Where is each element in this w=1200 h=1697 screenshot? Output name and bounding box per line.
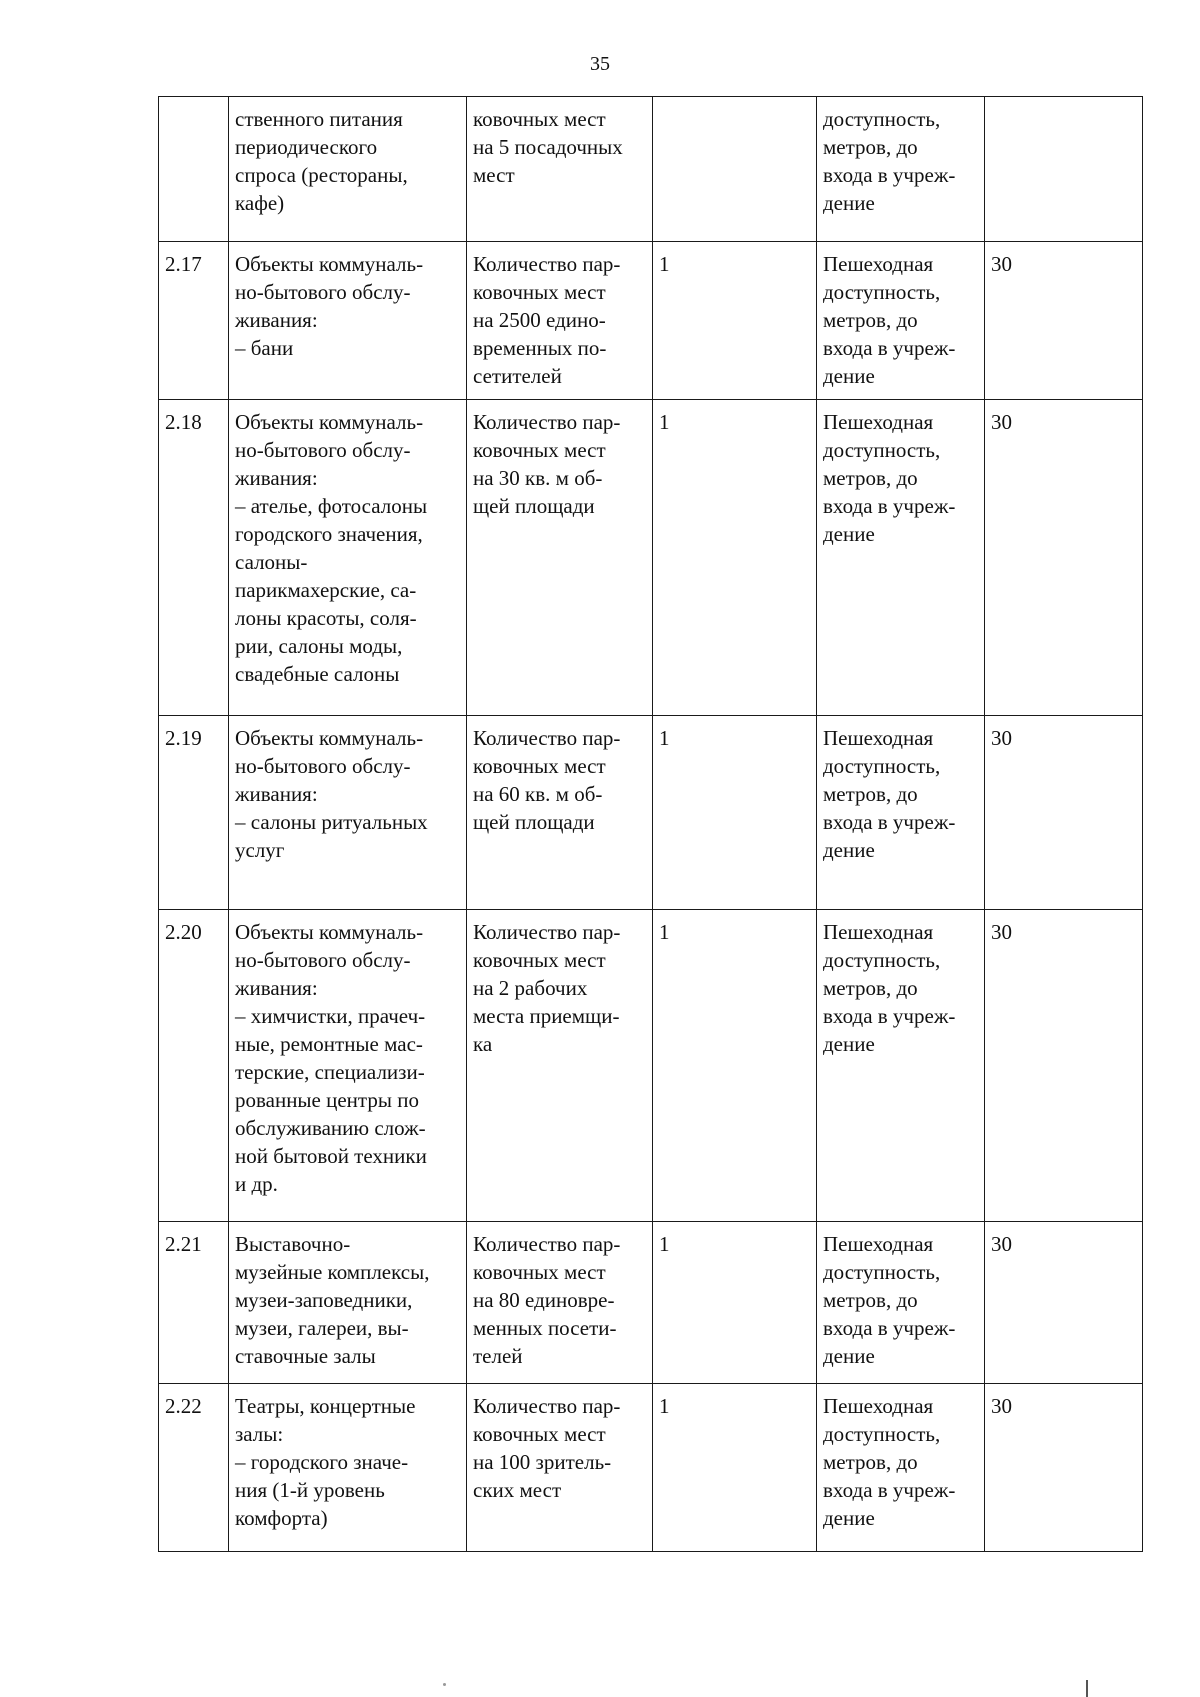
distance-cell: 30 [985,242,1143,400]
table-row [159,242,1143,400]
table-row [159,1384,1143,1552]
row-number-cell [159,97,229,242]
table-row [159,910,1143,1222]
distance-cell [985,97,1143,242]
calculation-unit-cell: Количество пар- ковочных мест на 80 единовре- менных посети- телей [467,1222,653,1384]
row-number-cell: 2.21 [159,1222,229,1384]
accessibility-cell: Пешеходная доступность, метров, до входа в учреж- дение [817,910,985,1222]
distance-cell: 30 [985,1384,1143,1552]
table-row [159,1222,1143,1384]
calculation-unit-cell: Количество пар- ковочных мест на 30 кв. м об- щей площади [467,400,653,716]
table-row [159,400,1143,716]
parking-spaces-cell: 1 [653,716,817,910]
distance-cell: 30 [985,400,1143,716]
object-type-cell: Театры, концертные залы: – городского значе- ния (1-й уровень комфорта) [229,1384,467,1552]
object-type-cell: Объекты коммуналь- но-бытового обслу- живания: – салоны ритуальных услуг [229,716,467,910]
row-number-cell: 2.20 [159,910,229,1222]
distance-cell: 30 [985,716,1143,910]
distance-cell: 30 [985,910,1143,1222]
calculation-unit-cell: ковочных мест на 5 посадочных мест [467,97,653,242]
parking-spaces-cell [653,97,817,242]
page-number: 35 [590,53,610,75]
table-row [159,716,1143,910]
calculation-unit-cell: Количество пар- ковочных мест на 2500 едино- временных по- сетителей [467,242,653,400]
row-number-cell: 2.18 [159,400,229,716]
calculation-unit-cell: Количество пар- ковочных мест на 100 зритель- ских мест [467,1384,653,1552]
calculation-unit-cell: Количество пар- ковочных мест на 60 кв. м об- щей площади [467,716,653,910]
table-row [159,97,1143,242]
accessibility-cell: Пешеходная доступность, метров, до входа в учреж- дение [817,1384,985,1552]
parking-spaces-cell: 1 [653,1222,817,1384]
accessibility-cell: Пешеходная доступность, метров, до входа в учреж- дение [817,242,985,400]
parking-spaces-cell: 1 [653,400,817,716]
distance-cell: 30 [985,1222,1143,1384]
parking-spaces-cell: 1 [653,910,817,1222]
object-type-cell: Объекты коммуналь- но-бытового обслу- живания: – бани [229,242,467,400]
parking-spaces-cell: 1 [653,242,817,400]
accessibility-cell: доступность, метров, до входа в учреж- дение [817,97,985,242]
object-type-cell: ственного питания периодического спроса (рестораны, кафе) [229,97,467,242]
calculation-unit-cell: Количество пар- ковочных мест на 2 рабочих места приемщи- ка [467,910,653,1222]
parking-spaces-cell: 1 [653,1384,817,1552]
parking-norms-table [158,96,1143,1552]
accessibility-cell: Пешеходная доступность, метров, до входа в учреж- дение [817,716,985,910]
row-number-cell: 2.17 [159,242,229,400]
accessibility-cell: Пешеходная доступность, метров, до входа в учреж- дение [817,400,985,716]
object-type-cell: Объекты коммуналь- но-бытового обслу- живания: – ателье, фотосалоны городского значения, салоны- парикмахерские, са- лоны красоты, соля- рии, салоны моды, свадебные салоны [229,400,467,716]
row-number-cell: 2.19 [159,716,229,910]
object-type-cell: Объекты коммуналь- но-бытового обслу- живания: – химчистки, прачеч- ные, ремонтные мас- терские, специализи- рованные центры по обслуживанию слож- ной бытовой техники и др. [229,910,467,1222]
row-number-cell: 2.22 [159,1384,229,1552]
scan-artifact-mark [1086,1680,1088,1697]
object-type-cell: Выставочно- музейные комплексы, музеи-заповедники, музеи, галереи, вы- ставочные залы [229,1222,467,1384]
scan-artifact-dot [443,1683,446,1686]
accessibility-cell: Пешеходная доступность, метров, до входа в учреж- дение [817,1222,985,1384]
